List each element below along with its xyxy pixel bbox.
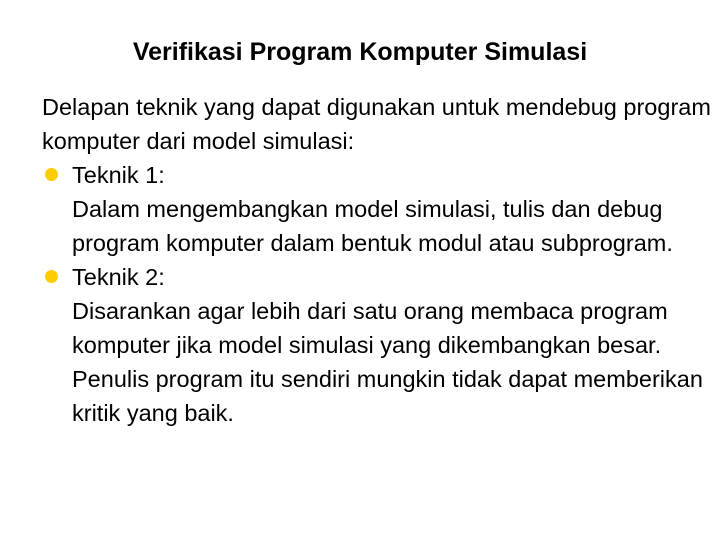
- slide-title: Verifikasi Program Komputer Simulasi: [132, 38, 588, 66]
- bullet-text: Dalam mengembangkan model simulasi, tulis dan debug program komputer dalam bentuk modul atau subprogram.: [72, 196, 673, 256]
- bullet-text: Disarankan agar lebih dari satu orang membaca program komputer jika model simulasi yang dikembangkan besar. Penulis program itu sendiri mungkin tidak dapat memberikan kritik yang baik.: [72, 298, 703, 426]
- intro-text: Delapan teknik yang dapat digunakan untuk mendebug program komputer dari model simulasi:: [42, 94, 711, 154]
- bullet-heading: Teknik 2:: [72, 264, 165, 290]
- bullet-list: [42, 158, 712, 430]
- bullet-item-teknik-1: [42, 158, 712, 260]
- bullet-heading: Teknik 1:: [72, 162, 165, 188]
- bullet-dot-icon: [45, 168, 58, 181]
- slide-body: [42, 90, 712, 430]
- bullet-item-teknik-2: [42, 260, 712, 430]
- bullet-dot-icon: [45, 270, 58, 283]
